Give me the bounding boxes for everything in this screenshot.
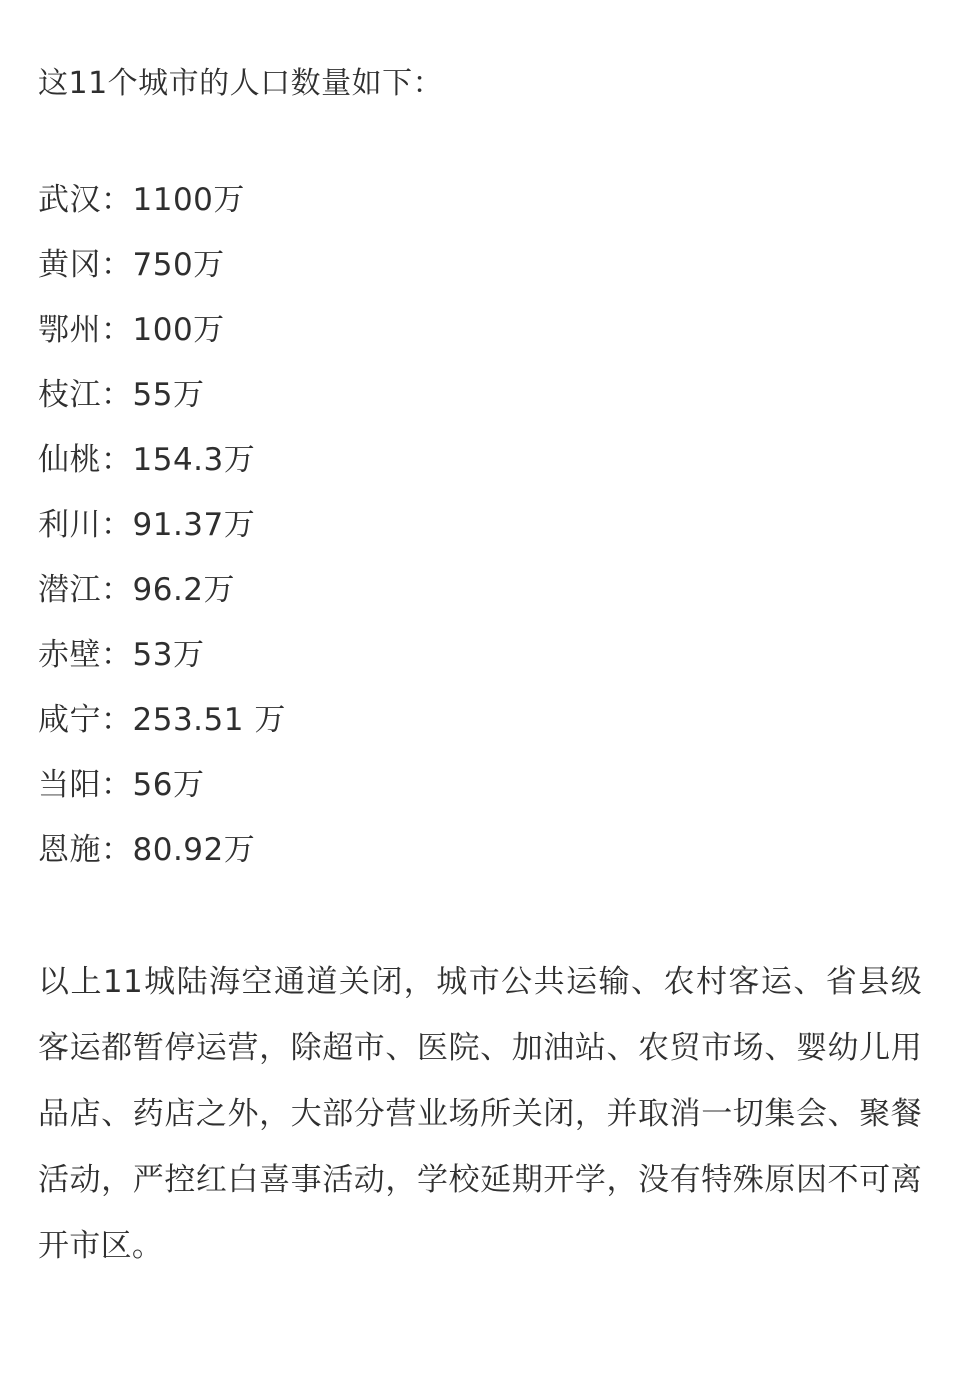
- city-population: 154.3万: [132, 441, 256, 478]
- city-name: 当阳: [38, 766, 101, 803]
- city-population: 253.51 万: [132, 701, 286, 738]
- list-item: [38, 818, 922, 883]
- city-separator: ：: [101, 766, 133, 803]
- city-name: 仙桃: [38, 441, 101, 478]
- city-name: 恩施: [38, 831, 101, 868]
- list-item: [38, 363, 922, 428]
- list-item: [38, 298, 922, 363]
- city-name: 武汉: [38, 181, 101, 218]
- body-paragraph: 以上11城陆海空通道关闭，城市公共运输、农村客运、省县级客运都暂停运营，除超市、医院、加油站、农贸市场、婴幼儿用品店、药店之外，大部分营业场所关闭，并取消一切集会、聚餐活动，严控红白喜事活动，学校延期开学，没有特殊原因不可离开市区。: [38, 963, 922, 1264]
- city-population: 100万: [132, 311, 225, 348]
- city-name: 咸宁: [38, 701, 101, 738]
- list-item: [38, 753, 922, 818]
- city-population: 55万: [132, 376, 205, 413]
- list-item: [38, 493, 922, 558]
- city-population: 91.37万: [132, 506, 256, 543]
- city-separator: ：: [101, 376, 133, 413]
- list-item: [38, 558, 922, 623]
- city-population: 80.92万: [132, 831, 256, 868]
- city-name: 鄂州: [38, 311, 101, 348]
- city-separator: ：: [101, 831, 133, 868]
- city-name: 潜江: [38, 571, 101, 608]
- list-item: [38, 233, 922, 298]
- city-population: 750万: [132, 246, 225, 283]
- intro-text: 这11个城市的人口数量如下：: [38, 66, 444, 101]
- city-population: 96.2万: [132, 571, 236, 608]
- city-population-list: [38, 168, 922, 883]
- city-separator: ：: [101, 441, 133, 478]
- list-item: [38, 428, 922, 493]
- list-item: [38, 168, 922, 233]
- city-separator: ：: [101, 571, 133, 608]
- city-name: 赤壁: [38, 636, 101, 673]
- city-separator: ：: [101, 701, 133, 738]
- city-separator: ：: [101, 506, 133, 543]
- list-item: [38, 623, 922, 688]
- city-population: 53万: [132, 636, 205, 673]
- city-name: 利川: [38, 506, 101, 543]
- list-item: [38, 688, 922, 753]
- city-name: 黄冈: [38, 246, 101, 283]
- city-separator: ：: [101, 636, 133, 673]
- city-population: 1100万: [132, 181, 245, 218]
- city-separator: ：: [101, 246, 133, 283]
- city-separator: ：: [101, 181, 133, 218]
- city-separator: ：: [101, 311, 133, 348]
- city-name: 枝江: [38, 376, 101, 413]
- city-population: 56万: [132, 766, 205, 803]
